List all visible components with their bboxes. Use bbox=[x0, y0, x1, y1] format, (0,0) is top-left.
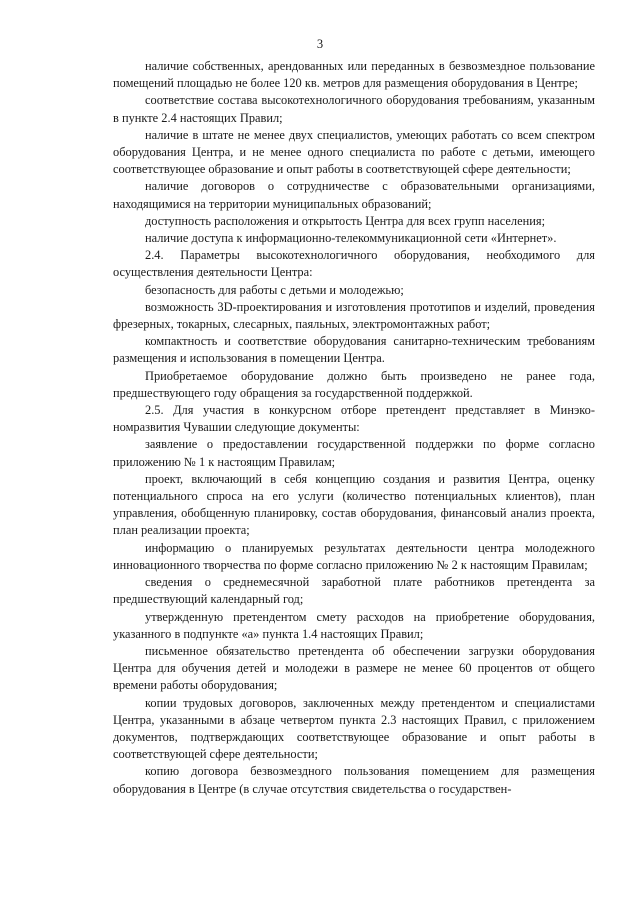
requirement-internet-access: наличие доступа к информационно-телекоммуникационной сети «Интернет». bbox=[145, 231, 557, 246]
document-load-obligation: письменное обязательство претендента об обеспечении загрузки оборудования Центра для обучения детей и молодежи в размере не менее 60 процентов от общего времени работы оборудования; bbox=[113, 643, 595, 693]
document-salary-info: сведения о среднемесячной заработной плате работников претендента за предшествующий календарный год; bbox=[113, 575, 595, 607]
requirement-cooperation-agreements: наличие договоров о сотрудничестве с образовательными организациями, находящимися на территории муниципальных образований; bbox=[113, 179, 595, 211]
equipment-manufacture-date: Приобретаемое оборудование должно быть произведено не ранее года, предшествующего году обращения за государственной поддержкой. bbox=[113, 368, 595, 400]
parameter-compactness: компактность и соответствие оборудования санитарно-техническим требованиям размещения и использования в помещении Центра. bbox=[113, 334, 595, 366]
document-application: заявление о предоставлении государственной поддержки по форме согласно приложению № 1 к настоящим Правилам; bbox=[113, 437, 595, 469]
document-body bbox=[113, 58, 595, 798]
document-cost-estimate: утвержденную претендентом смету расходов на приобретение оборудования, указанного в подпункте «а» пункта 1.4 настоящих Правил; bbox=[113, 609, 595, 641]
parameter-safety: безопасность для работы с детьми и молодежью; bbox=[145, 282, 404, 297]
requirement-specialists: наличие в штате не менее двух специалистов, умеющих работать со всем спектром оборудования Центра, и не менее одного специалиста по работе с детьми, имеющего соответствующее образование и опыт работы в соответствующей сфере деятельности; bbox=[113, 127, 595, 177]
document-project: проект, включающий в себя концепцию создания и развития Центра, оценку потенциального спроса на его услуги (количество потенциальных клиентов), план управления, обобщенную планировку, состав оборудования, финансовый анализ проекта, план реализации проекта; bbox=[113, 471, 595, 538]
clause-2-4-heading: 2.4. Параметры высокотехнологичного оборудования, необходимого для осуществления деятельности Центра: bbox=[113, 248, 595, 280]
document-planned-results: информацию о планируемых результатах деятельности центра молодежного инновационного творчества по форме согласно приложению № 2 к настоящим Правилам; bbox=[113, 540, 595, 572]
requirement-equipment-composition: соответствие состава высокотехнологичного оборудования требованиям, указанным в пункте 2.4 настоящих Правил; bbox=[113, 93, 595, 125]
document-employment-contracts: копии трудовых договоров, заключенных между претендентом и специалистами Центра, указанными в абзаце четвертом пункта 2.3 настоящих Правил, с приложением документов, подтверждающих соответствующее образование и опыт работы в соответствующей сфере деятельности; bbox=[113, 695, 595, 762]
clause-2-5-heading: 2.5. Для участия в конкурсном отборе претендент представляет в Минэкономразвития Чувашии следующие документы: bbox=[113, 403, 595, 435]
document-free-use-agreement: копию договора безвозмездного пользования помещением для размещения оборудования в Центре (в случае отсутствия свидетельства о государствен- bbox=[113, 764, 595, 796]
requirement-accessibility: доступность расположения и открытость Центра для всех групп населения; bbox=[145, 213, 546, 228]
parameter-3d-capability: возможность 3D-проектирования и изготовления прототипов и изделий, проведения фрезерных, токарных, слесарных, паяльных, электромонтажных работ; bbox=[113, 299, 595, 332]
requirement-own-premises: наличие собственных, арендованных или переданных в безвозмездное пользование помещений площадью не более 120 кв. метров для размещения оборудования в Центре; bbox=[113, 59, 595, 91]
page-number: 3 bbox=[316, 37, 324, 51]
